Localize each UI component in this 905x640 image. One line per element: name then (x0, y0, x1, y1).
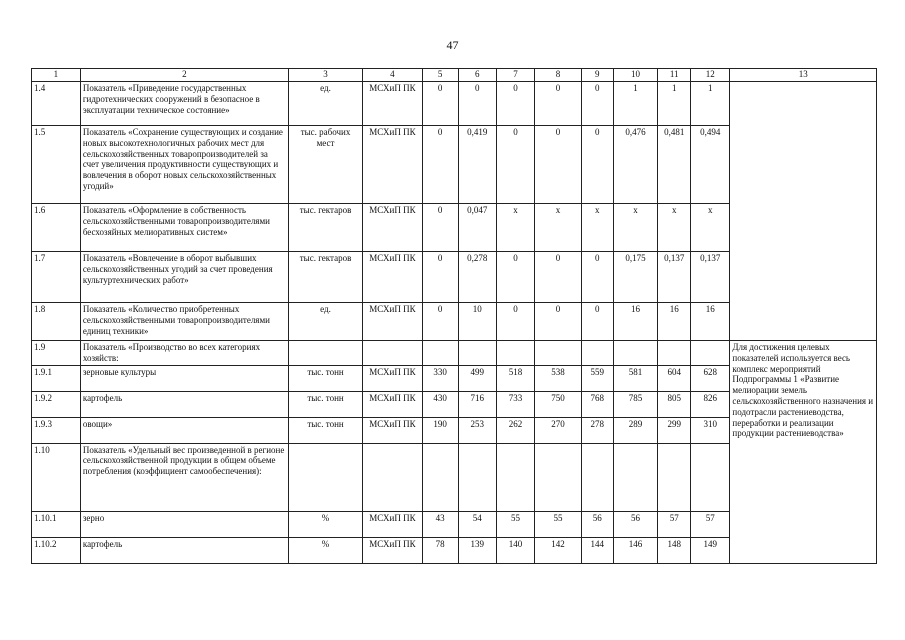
value-cell: 330 (422, 365, 458, 391)
executor-cell (363, 341, 422, 366)
page-number: 47 (446, 38, 459, 52)
unit-cell: тыс. тонн (288, 365, 362, 391)
note-cell (730, 341, 877, 564)
indicator-name: овощи» (80, 417, 288, 443)
row-number: 1.9.2 (32, 391, 81, 417)
value-cell: 43 (422, 511, 458, 537)
table-row (32, 82, 877, 126)
executor-cell: МСХиП ПК (363, 82, 422, 126)
value-cell (458, 341, 496, 366)
value-cell (691, 341, 730, 366)
value-cell: 140 (496, 537, 534, 563)
value-cell (422, 443, 458, 511)
row-number: 1.4 (32, 82, 81, 126)
table-row (32, 341, 877, 366)
value-cell: 0 (581, 252, 613, 303)
column-number-12: 12 (691, 69, 730, 82)
value-cell: 278 (581, 417, 613, 443)
row-number: 1.9.3 (32, 417, 81, 443)
value-cell: х (535, 204, 582, 252)
value-cell: 430 (422, 391, 458, 417)
value-cell: 190 (422, 417, 458, 443)
value-cell: 144 (581, 537, 613, 563)
value-cell: 581 (613, 365, 658, 391)
unit-cell: % (288, 537, 362, 563)
indicator-name: Показатель «Количество приобретенных сельскохозяйственными товаропроизводителями единиц техники» (80, 303, 288, 341)
value-cell: х (613, 204, 658, 252)
unit-cell: тыс. гектаров (288, 204, 362, 252)
value-cell: 139 (458, 537, 496, 563)
indicator-name: Показатель «Приведение государственных гидротехнических сооружений в безопасное в эксплуатации техническое состояние» (80, 82, 288, 126)
value-cell: 148 (658, 537, 691, 563)
value-cell: 0,494 (691, 126, 730, 204)
value-cell: х (496, 204, 534, 252)
value-cell (613, 443, 658, 511)
value-cell: 10 (458, 303, 496, 341)
value-cell: 253 (458, 417, 496, 443)
value-cell: 54 (458, 511, 496, 537)
value-cell: 0 (535, 303, 582, 341)
row-number: 1.10.1 (32, 511, 81, 537)
value-cell: 0,137 (658, 252, 691, 303)
value-cell: 1 (613, 82, 658, 126)
column-number-8: 8 (535, 69, 582, 82)
value-cell (458, 443, 496, 511)
value-cell: 142 (535, 537, 582, 563)
unit-cell: тыс. тонн (288, 391, 362, 417)
indicator-name: Показатель «Вовлечение в оборот выбывших сельскохозяйственных угодий за счет проведения культуртехнических работ» (80, 252, 288, 303)
executor-cell: МСХиП ПК (363, 537, 422, 563)
value-cell: 0,278 (458, 252, 496, 303)
executor-cell: МСХиП ПК (363, 204, 422, 252)
value-cell: 16 (613, 303, 658, 341)
header-row (32, 69, 877, 82)
unit-cell (288, 341, 362, 366)
value-cell (535, 443, 582, 511)
value-cell: 733 (496, 391, 534, 417)
value-cell: 0 (422, 204, 458, 252)
column-number-2: 2 (80, 69, 288, 82)
value-cell: х (691, 204, 730, 252)
value-cell: 0 (458, 82, 496, 126)
value-cell: 1 (658, 82, 691, 126)
value-cell (496, 341, 534, 366)
value-cell: х (581, 204, 613, 252)
value-cell: 0,481 (658, 126, 691, 204)
value-cell: 0 (496, 126, 534, 204)
value-cell: 56 (613, 511, 658, 537)
value-cell (581, 341, 613, 366)
value-cell: 0 (496, 82, 534, 126)
unit-cell: тыс. рабочих мест (288, 126, 362, 204)
value-cell: 149 (691, 537, 730, 563)
value-cell: 78 (422, 537, 458, 563)
value-cell: 16 (691, 303, 730, 341)
column-number-11: 11 (658, 69, 691, 82)
executor-cell (363, 443, 422, 511)
row-number: 1.9.1 (32, 365, 81, 391)
value-cell: 289 (613, 417, 658, 443)
indicator-name: зерно (80, 511, 288, 537)
value-cell: 57 (658, 511, 691, 537)
value-cell: 518 (496, 365, 534, 391)
value-cell: 768 (581, 391, 613, 417)
column-number-9: 9 (581, 69, 613, 82)
value-cell: 0 (535, 252, 582, 303)
value-cell: 604 (658, 365, 691, 391)
value-cell: 310 (691, 417, 730, 443)
value-cell: 538 (535, 365, 582, 391)
value-cell: 750 (535, 391, 582, 417)
row-number: 1.5 (32, 126, 81, 204)
unit-cell: % (288, 511, 362, 537)
column-number-7: 7 (496, 69, 534, 82)
indicator-name: Показатель «Производство во всех категориях хозяйств: (80, 341, 288, 366)
value-cell: 56 (581, 511, 613, 537)
indicator-name: Показатель «Удельный вес произведенной в регионе сельскохозяйственной продукции в общем объеме потребления (коэффициент самообеспечения): (80, 443, 288, 511)
executor-cell: МСХиП ПК (363, 511, 422, 537)
value-cell: 1 (691, 82, 730, 126)
row-number: 1.10 (32, 443, 81, 511)
value-cell: 146 (613, 537, 658, 563)
column-number-3: 3 (288, 69, 362, 82)
value-cell: 55 (496, 511, 534, 537)
value-cell: 0 (581, 126, 613, 204)
indicator-name: картофель (80, 537, 288, 563)
value-cell (613, 341, 658, 366)
value-cell: 0 (422, 303, 458, 341)
executor-cell: МСХиП ПК (363, 126, 422, 204)
column-number-10: 10 (613, 69, 658, 82)
value-cell: 628 (691, 365, 730, 391)
value-cell: 826 (691, 391, 730, 417)
indicator-name: Показатель «Сохранение существующих и создание новых высокотехнологичных рабочих мест для сельскохозяйственных товаропроизводителей за счет увеличения продуктивности существующих и вовлечения в оборот новых сельскохозяйственных угодий» (80, 126, 288, 204)
value-cell: 0 (581, 303, 613, 341)
column-number-4: 4 (363, 69, 422, 82)
unit-cell: тыс. гектаров (288, 252, 362, 303)
indicator-name: картофель (80, 391, 288, 417)
value-cell: 0,137 (691, 252, 730, 303)
value-cell: 270 (535, 417, 582, 443)
value-cell: 57 (691, 511, 730, 537)
indicators-table (31, 68, 877, 564)
value-cell (691, 443, 730, 511)
column-number-6: 6 (458, 69, 496, 82)
value-cell (581, 443, 613, 511)
row-number: 1.7 (32, 252, 81, 303)
unit-cell: ед. (288, 303, 362, 341)
note-cell-empty (730, 82, 877, 341)
unit-cell: тыс. тонн (288, 417, 362, 443)
value-cell: 0 (422, 126, 458, 204)
value-cell: 0,047 (458, 204, 496, 252)
row-number: 1.8 (32, 303, 81, 341)
column-number-1: 1 (32, 69, 81, 82)
value-cell: х (658, 204, 691, 252)
note-text: Для достижения целевых показателей используется весь комплекс мероприятий Подпрограммы 1 «Развитие мелиорации земель сельскохозяйственного назначения и подотрасли растениеводства, переработки и реализации продукции растениеводства» (732, 342, 874, 439)
column-number-13: 13 (730, 69, 877, 82)
value-cell: 805 (658, 391, 691, 417)
value-cell: 0 (496, 303, 534, 341)
column-number-5: 5 (422, 69, 458, 82)
row-number: 1.10.2 (32, 537, 81, 563)
unit-cell: ед. (288, 82, 362, 126)
value-cell: 716 (458, 391, 496, 417)
value-cell: 0 (535, 126, 582, 204)
value-cell: 0,419 (458, 126, 496, 204)
value-cell (658, 341, 691, 366)
unit-cell (288, 443, 362, 511)
value-cell: 16 (658, 303, 691, 341)
value-cell: 0 (422, 82, 458, 126)
indicator-name: Показатель «Оформление в собственность сельскохозяйственными товаропроизводителями бесхозяйных мелиоративных систем» (80, 204, 288, 252)
indicator-name: зерновые культуры (80, 365, 288, 391)
executor-cell: МСХиП ПК (363, 417, 422, 443)
row-number: 1.6 (32, 204, 81, 252)
value-cell: 0 (496, 252, 534, 303)
executor-cell: МСХиП ПК (363, 252, 422, 303)
executor-cell: МСХиП ПК (363, 391, 422, 417)
value-cell: 0 (422, 252, 458, 303)
value-cell: 262 (496, 417, 534, 443)
value-cell (422, 341, 458, 366)
value-cell (535, 341, 582, 366)
executor-cell: МСХиП ПК (363, 303, 422, 341)
row-number: 1.9 (32, 341, 81, 366)
value-cell: 0,175 (613, 252, 658, 303)
value-cell: 0 (581, 82, 613, 126)
value-cell (658, 443, 691, 511)
value-cell: 785 (613, 391, 658, 417)
value-cell: 55 (535, 511, 582, 537)
executor-cell: МСХиП ПК (363, 365, 422, 391)
value-cell: 559 (581, 365, 613, 391)
value-cell: 0 (535, 82, 582, 126)
value-cell (496, 443, 534, 511)
value-cell: 499 (458, 365, 496, 391)
value-cell: 299 (658, 417, 691, 443)
value-cell: 0,476 (613, 126, 658, 204)
